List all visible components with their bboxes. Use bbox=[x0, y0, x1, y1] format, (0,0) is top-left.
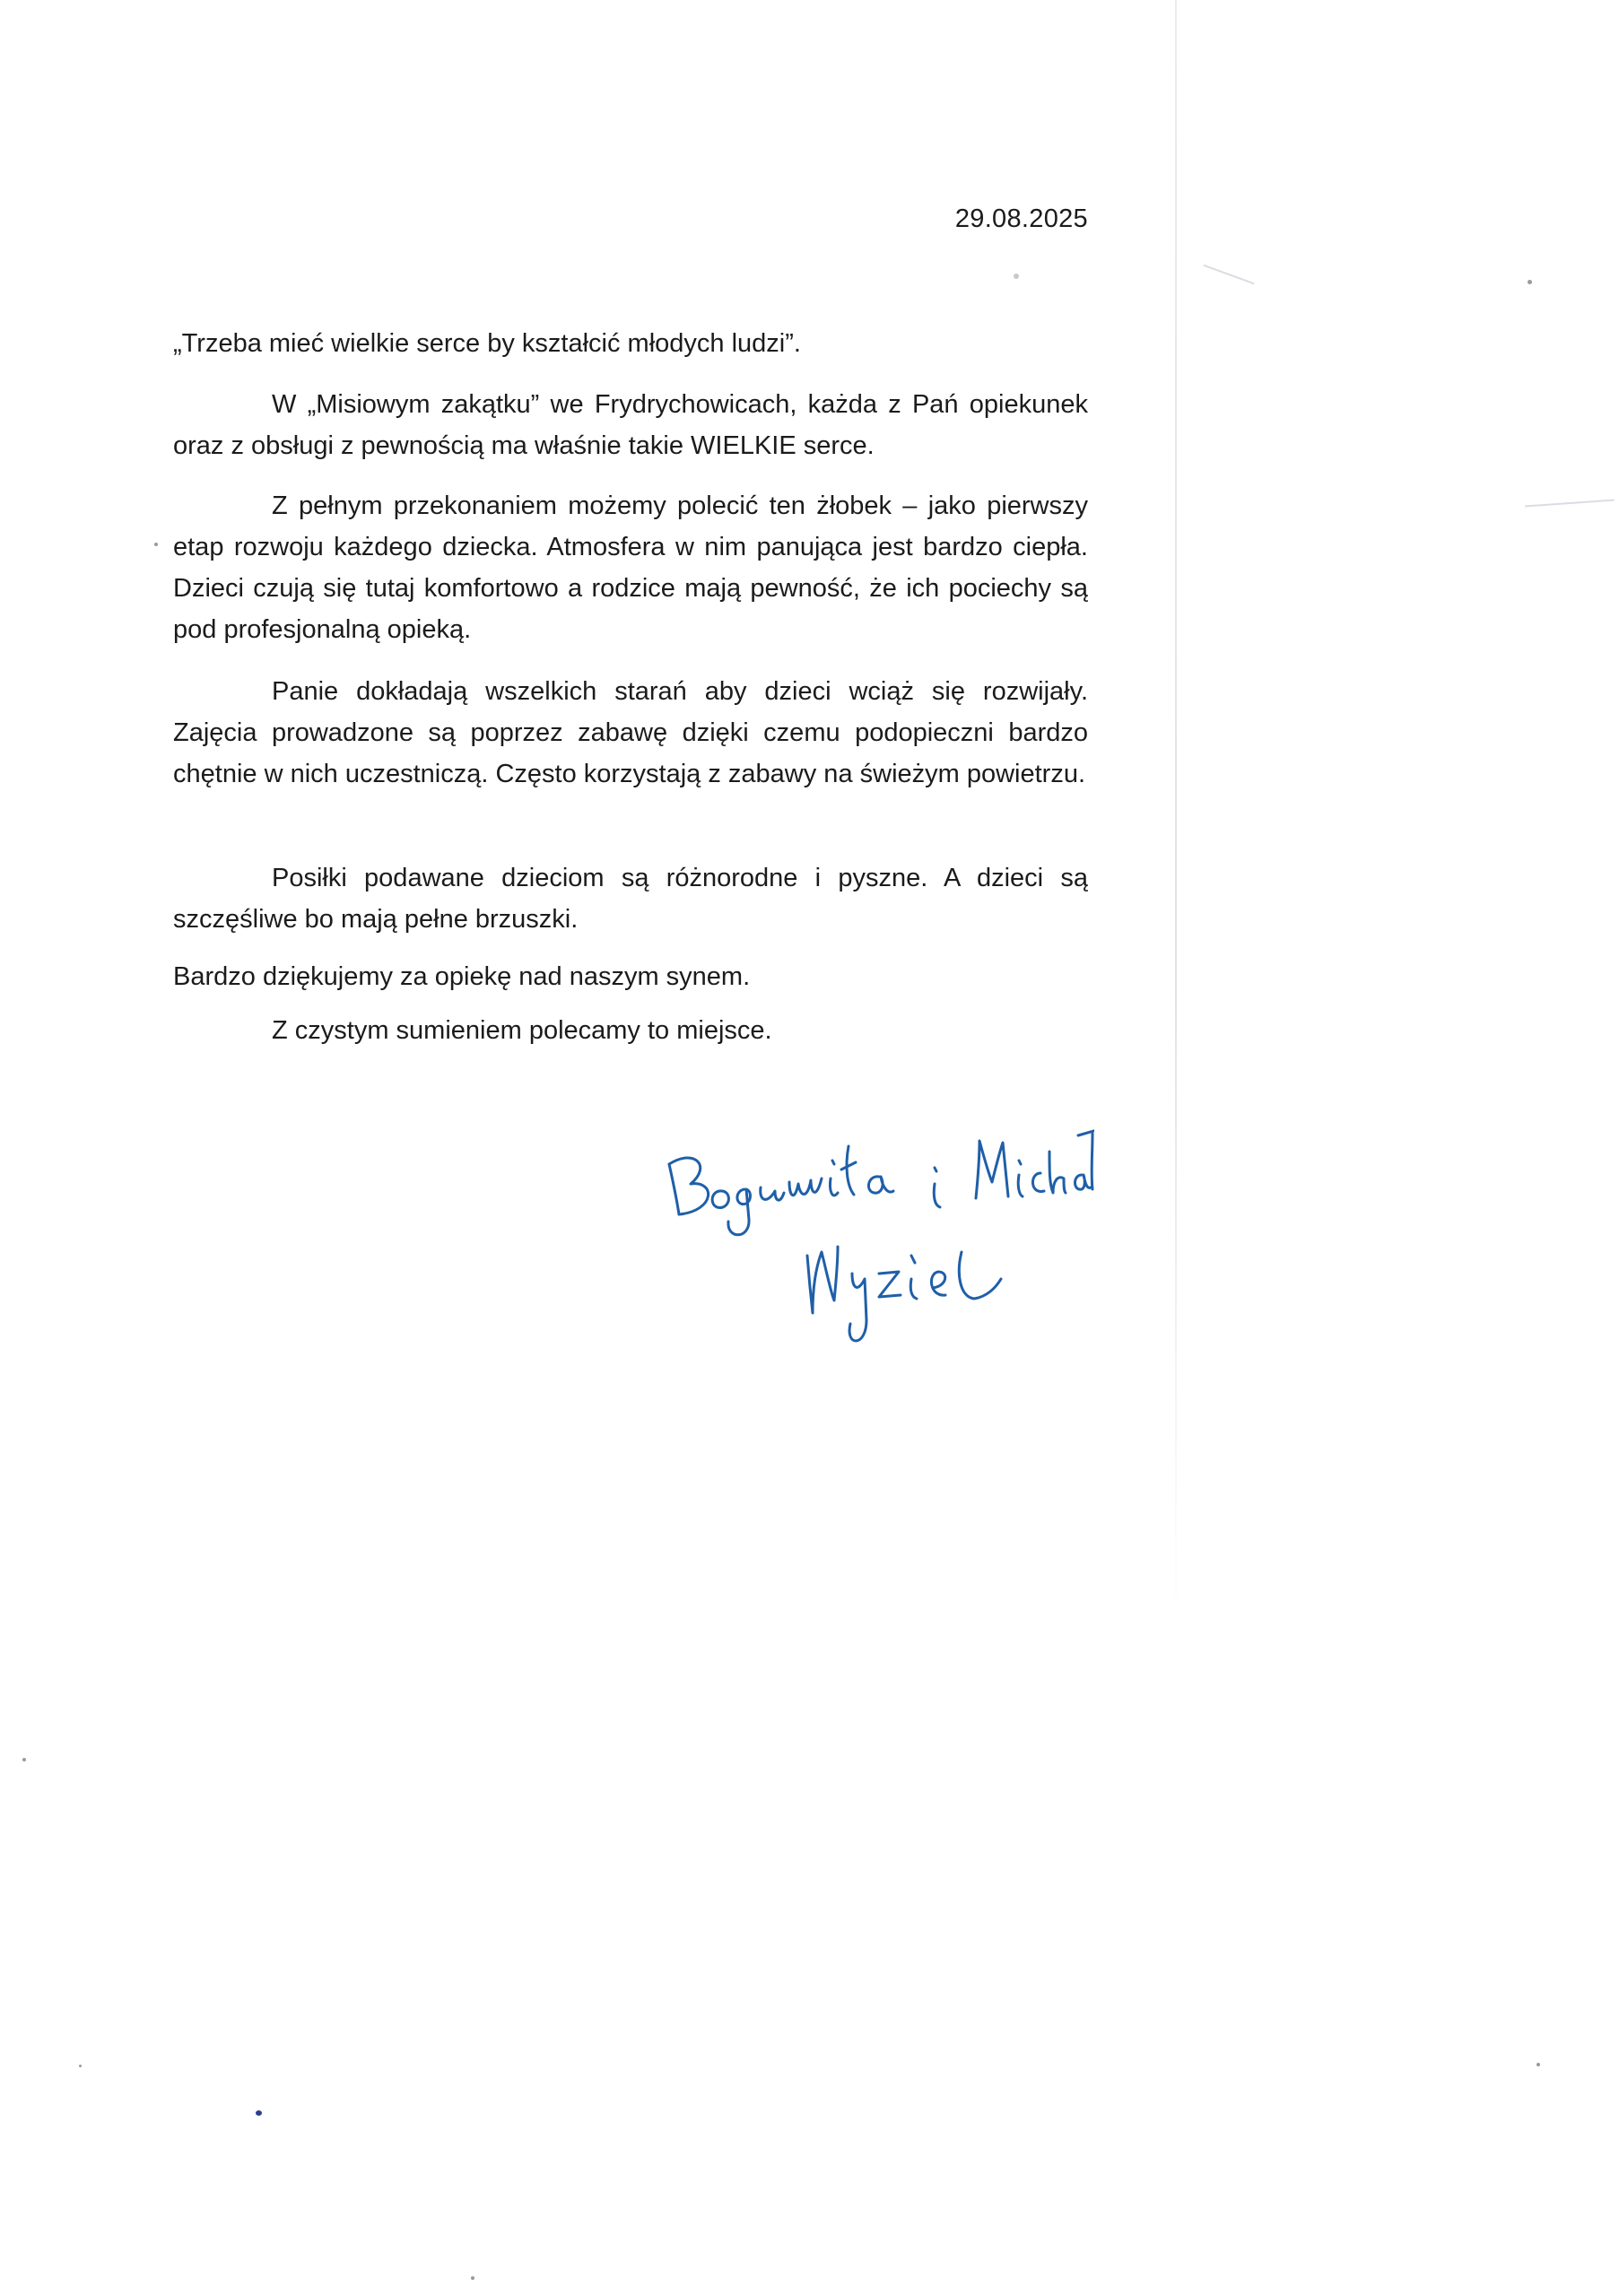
scan-mark bbox=[1203, 265, 1254, 284]
scan-speck bbox=[154, 543, 158, 546]
handwritten-signature bbox=[664, 1121, 1094, 1354]
paragraph: Z czystym sumieniem polecamy to miejsce. bbox=[272, 1016, 772, 1045]
scan-page-edge bbox=[1175, 0, 1177, 1632]
scan-speck bbox=[79, 2065, 82, 2067]
paragraph: Z pełnym przekonaniem możemy polecić ten żłobek – jako pierwszy etap rozwoju każdego dziecka. Atmosfera w nim panująca jest bardzo ciepła. Dzieci czują się tutaj komfortowo a rodzice mają pewność, że ich pociechy są pod profesjonalną opieką. bbox=[173, 491, 1088, 644]
letter-date: 29.08.2025 bbox=[954, 204, 1088, 233]
scan-speck bbox=[22, 1758, 26, 1761]
scan-mark bbox=[1525, 500, 1615, 508]
scan-speck bbox=[1536, 2063, 1540, 2066]
scan-speck bbox=[471, 2276, 474, 2280]
scan-speck bbox=[1014, 274, 1019, 279]
scan-speck bbox=[1528, 280, 1532, 284]
paragraph: W „Misiowym zakątku” we Frydrychowicach, każda z Pań opiekunek oraz z obsługi z pewnością ma właśnie takie WIELKIE serce. bbox=[173, 390, 1088, 460]
paragraph: Panie dokładają wszelkich starań aby dzieci wciąż się rozwijały. Zajęcia prowadzone są poprzez zabawę dzięki czemu podopieczni bardzo chętnie w nich uczestniczą. Często korzystają z zabawy na świeżym powietrzu. bbox=[173, 677, 1088, 788]
opening-quote: „Trzeba mieć wielkie serce by kształcić młodych ludzi”. bbox=[173, 329, 801, 358]
paragraph: Bardzo dziękujemy za opiekę nad naszym synem. bbox=[173, 962, 751, 991]
paragraph: Posiłki podawane dzieciom są różnorodne i pyszne. A dzieci są szczęśliwe bo mają pełne brzuszki. bbox=[173, 864, 1088, 934]
scan-speck bbox=[256, 2110, 262, 2116]
